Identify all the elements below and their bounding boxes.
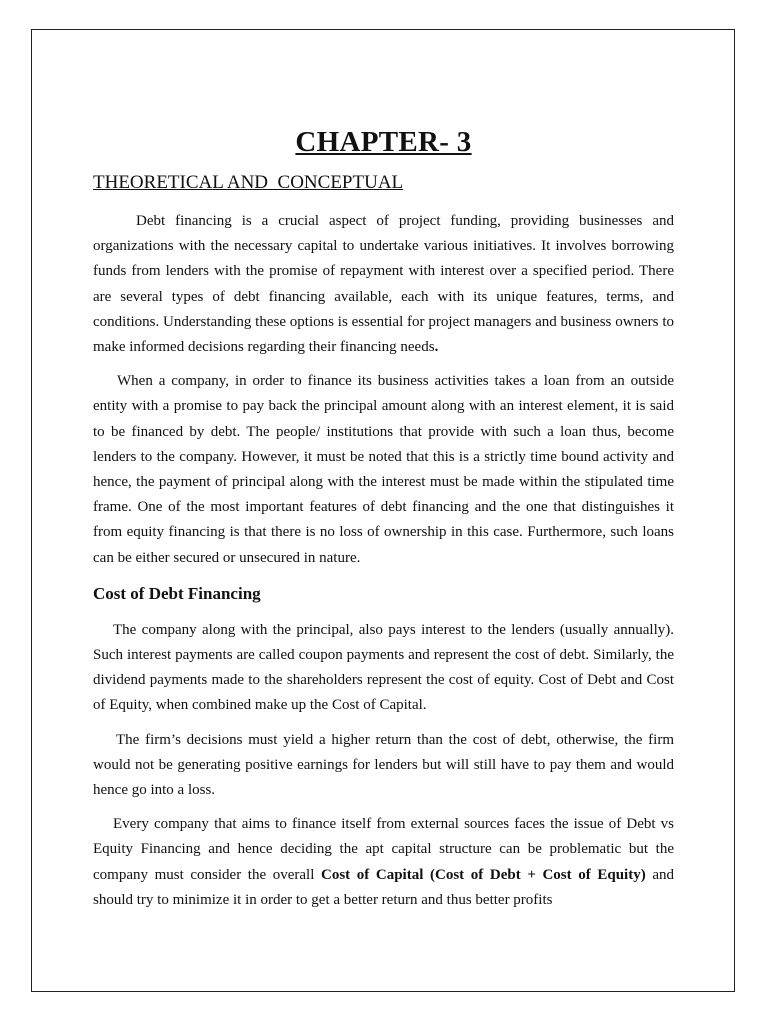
paragraph-intro <box>93 209 674 360</box>
cost-of-capital-emphasis: Cost of Capital (Cost of Debt + Cost of Equity) <box>321 866 646 883</box>
paragraph-external-text-1: Every company that aims to finance itself from external sources faces the issue of Debt vs Equity Financing and hence deciding the apt capital structure can be problematic but the company must consider the overall <box>93 816 674 883</box>
section-heading <box>93 171 674 195</box>
section-heading-text: THEORETICAL AND CONCEPTUAL <box>93 172 404 193</box>
paragraph-decisions: The firm’s decisions must yield a higher return than the cost of debt, otherwise, the firm would not be generating positive earnings for lenders but will still have to pay them and would hence go into a loss. <box>93 731 674 799</box>
paragraph-intro-text: Debt financing is a crucial aspect of project funding, providing businesses and organizations with the necessary capital to undertake various initiatives. It involves borrowing funds from lenders with the promise of repayment with interest over a specified period. There are several types of debt financing available, each with its unique features, terms, and conditions. Understanding these options is essential for project managers and business owners to make informed decisions regarding their financing needs <box>93 213 674 356</box>
document-body <box>93 122 674 913</box>
chapter-title: CHAPTER- 3 <box>295 126 472 158</box>
paragraph-intro-end: . <box>434 339 439 356</box>
paragraph-debt: When a company, in order to finance its business activities takes a loan from an outside entity with a promise to pay back the principal amount along with an interest element, it is said to be financed by debt. The people/ institutions that provide with such a loan thus, become lenders to the company. However, it must be noted that this is a strictly time bound activity and hence, the payment of principal along with the interest must be made within the stipulated time frame. One of the most important features of debt financing and the one that distinguishes it from equity financing is that there is no loss of ownership in this case. Furthermore, such loans can be either secured or unsecured in nature. <box>93 373 674 566</box>
paragraph-external <box>93 812 674 913</box>
sub-heading-cost-of-debt: Cost of Debt Financing <box>93 583 261 603</box>
paragraph-external-text-2: and should try to minimize it in order to get a better return and thus better profits <box>93 866 674 908</box>
paragraph-interest: The company along with the principal, also pays interest to the lenders (usually annually). Such interest payments are called coupon payments and represent the cost of debt. Similarly, the dividend payments made to the shareholders represent the cost of equity. Cost of Debt and Cost of Equity, when combined make up the Cost of Capital. <box>93 621 674 714</box>
